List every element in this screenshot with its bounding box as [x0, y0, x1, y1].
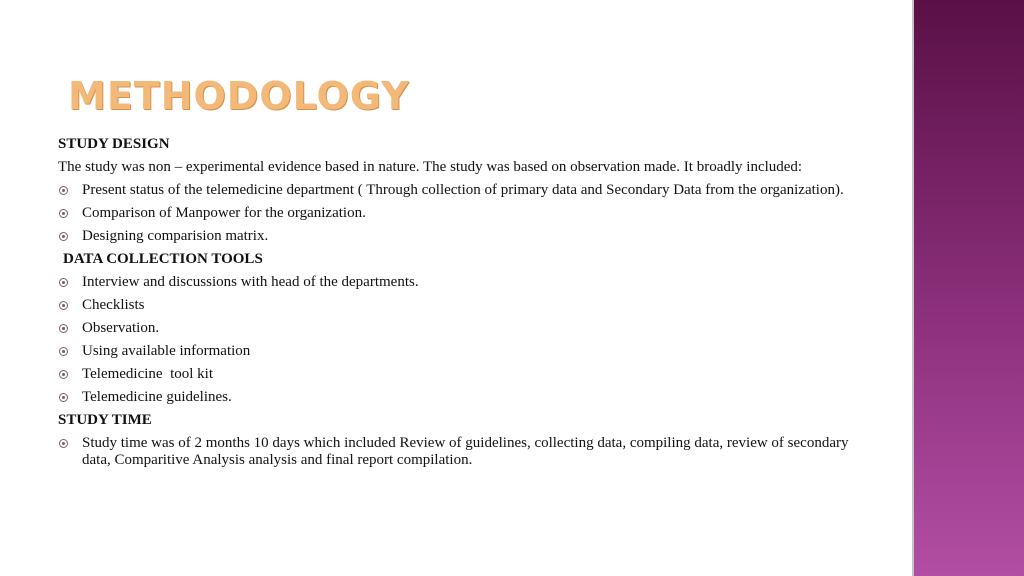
- bullet-icon: [59, 324, 68, 333]
- list-item: [58, 366, 878, 383]
- list-item: [58, 435, 878, 469]
- list-item: [58, 205, 878, 222]
- bullet-icon: [59, 232, 68, 241]
- list-item-text: Telemedicine tool kit: [82, 366, 213, 382]
- bullet-icon: [59, 209, 68, 218]
- list-item-text: Using available information: [82, 343, 251, 359]
- bullet-icon: [59, 393, 68, 402]
- list-item: [58, 343, 878, 360]
- bullet-icon: [59, 439, 68, 448]
- list-item: [58, 182, 878, 199]
- bullet-icon: [59, 347, 68, 356]
- list-item-text: Study time was of 2 months 10 days which included Review of guidelines, collecting data, compiling data, review of secondary data, Comparitive Analysis analysis and final report compilation.: [82, 435, 849, 468]
- list-item-text: Telemedicine guidelines.: [82, 389, 232, 405]
- slide-body: [58, 136, 878, 475]
- list-item: [58, 228, 878, 245]
- study-design-intro: The study was non – experimental evidence based in nature. The study was based on observation made. It broadly included:: [58, 159, 803, 175]
- list-item: [58, 389, 878, 406]
- slide-title: METHODOLOGY: [68, 74, 410, 118]
- decorative-side-band: [912, 0, 1024, 576]
- list-item-text: Comparison of Manpower for the organization.: [82, 205, 366, 221]
- side-band-stripe: [912, 0, 914, 576]
- list-item-text: Observation.: [82, 320, 160, 336]
- bullet-icon: [59, 370, 68, 379]
- bullet-icon: [59, 186, 68, 195]
- study-time-heading: STUDY TIME: [58, 412, 152, 428]
- data-collection-heading: DATA COLLECTION TOOLS: [63, 251, 263, 267]
- list-item-text: Present status of the telemedicine department ( Through collection of primary data and Secondary Data from the organization).: [82, 182, 844, 198]
- bullet-icon: [59, 301, 68, 310]
- list-item-text: Interview and discussions with head of the departments.: [82, 274, 419, 290]
- list-item: [58, 274, 878, 291]
- bullet-icon: [59, 278, 68, 287]
- list-item: [58, 297, 878, 314]
- list-item: [58, 320, 878, 337]
- list-item-text: Designing comparision matrix.: [82, 228, 269, 244]
- study-design-heading: STUDY DESIGN: [58, 136, 170, 152]
- list-item-text: Checklists: [82, 297, 145, 313]
